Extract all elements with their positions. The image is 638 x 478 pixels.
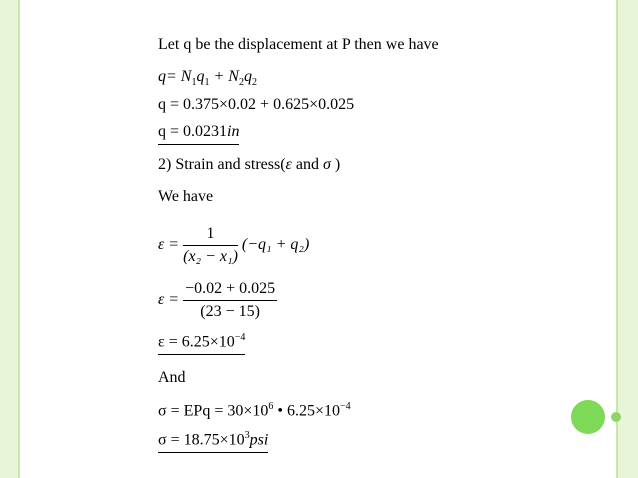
and-text: And [158,369,186,386]
equation-strain-substitution: ε = $\frac{-0.02 + 0.025}{(23 - 15)}$ [158,280,276,320]
equation-q-result: q = 0.0231in [158,123,239,145]
equation-strain-definition: ε = $\frac{1}{\text{(x₂ − x₁)}}$ (−q₁ + q₂) [158,225,310,265]
equation-stress-definition: σ = EPq = $30\times 10^6$ • $6.25\times 10^{-4}$ [158,401,351,420]
section-heading-strain-stress: 2) Strain and stress(ε and σ ) [158,156,341,173]
equation-q-shape-functions: $q= N_1q_1 + N_2q_2$ [158,68,257,89]
equation-stress-result: $\sigma = 18.75\times 10^3psi$ [158,430,268,453]
strain-fraction: $\frac{1}{\text{(x₂ − x₁)}}$ [183,225,238,265]
equation-strain-result: $\varepsilon = 6.25\times 10^{-4}$ [158,332,245,355]
equation-q-substitution: q = 0.375×0.02 + 0.625×0.025 [158,96,355,113]
strain-value-fraction: $\frac{-0.02 + 0.025}{(23 - 15)}$ [185,280,276,320]
left-frame-line [18,0,20,478]
right-frame-band [618,0,638,478]
right-frame-line [616,0,618,478]
intro-text: Let q be the displacement at P then we have [158,36,439,53]
left-frame-band [0,0,18,478]
we-have-text: We have [158,188,214,205]
decorative-circle-large [569,398,607,436]
decorative-circle-small [611,412,621,422]
